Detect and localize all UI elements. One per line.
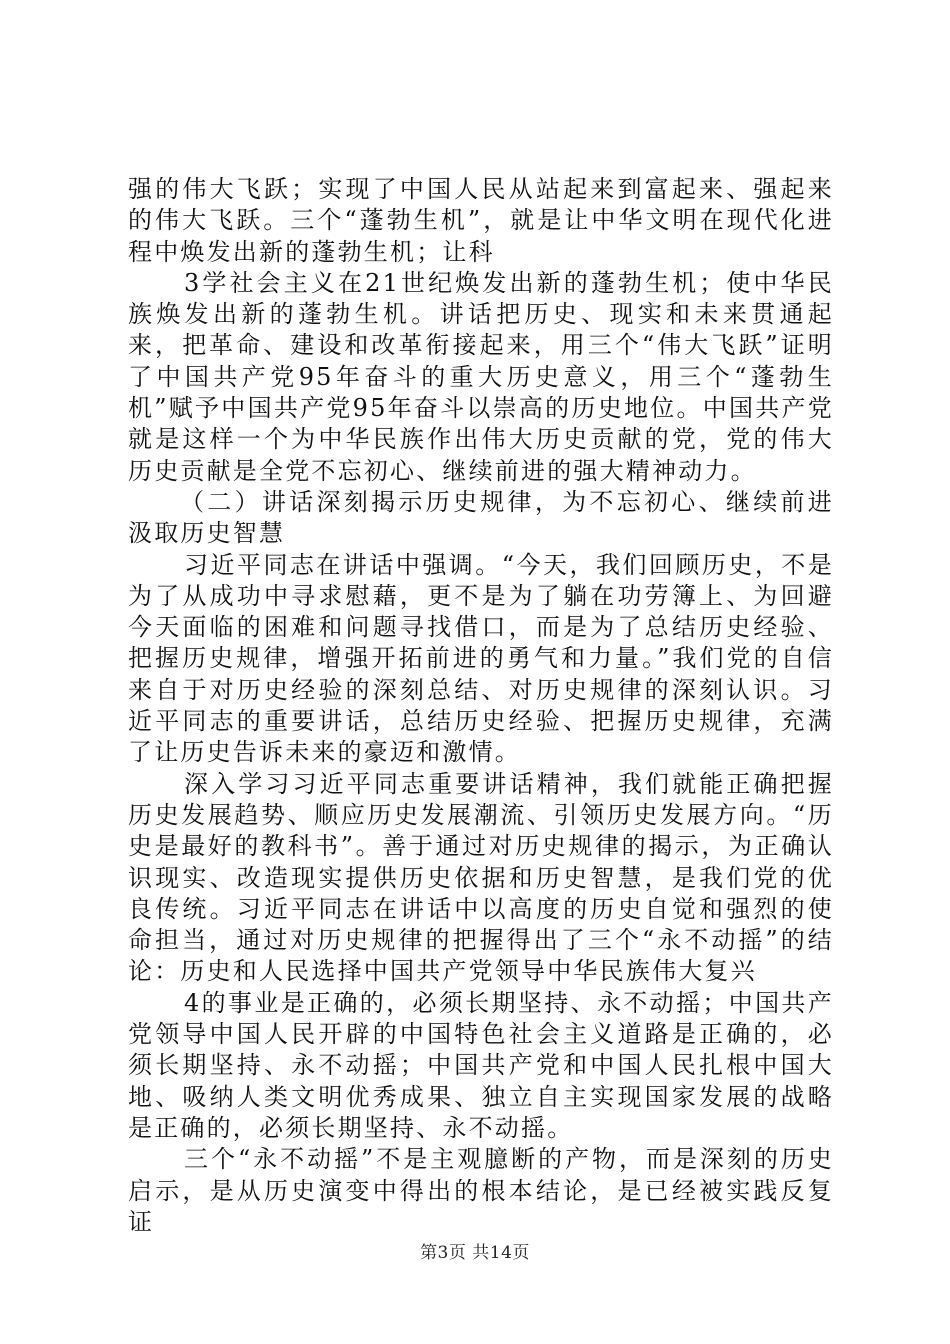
section-heading: （二）讲话深刻揭示历史规律，为不忘初心、继续前进汲取历史智慧 bbox=[128, 487, 834, 548]
page-footer: 第3页 共14页 bbox=[420, 1243, 530, 1263]
paragraph-6: 三个“永不动摇”不是主观臆断的产物，而是深刻的历史启示，是从历史演变中得出的根本结论，是已经被实践反复证 bbox=[128, 1145, 834, 1236]
paragraph-1: 强的伟大飞跃；实现了中国人民从站起来到富起来、强起来的伟大飞跃。三个“蓬勃生机”，就是让中华文明在现代化进程中焕发出新的蓬勃生机；让科 bbox=[128, 175, 834, 266]
paragraph-3: 习近平同志在讲话中强调。“今天，我们回顾历史，不是为了从成功中寻求慰藉，更不是为了躺在功劳簿上、为回避今天面临的困难和问题寻找借口，而是为了总结历史经验、把握历史规律，增强开拓前进的勇气和力量。”我们党的自信来自于对历史经验的深刻总结、对历史规律的深刻认识。习近平同志的重要讲话，总结历史经验、把握历史规律，充满了让历史告诉未来的豪迈和激情。 bbox=[128, 550, 834, 767]
paragraph-5: 4的事业是正确的，必须长期坚持、永不动摇；中国共产党领导中国人民开辟的中国特色社会主义道路是正确的，必须长期坚持、永不动摇；中国共产党和中国人民扎根中国大地、吸纳人类文明优秀成果、独立自主实现国家发展的战略是正确的，必须长期坚持、永不动摇。 bbox=[128, 988, 834, 1142]
document-body bbox=[128, 174, 834, 1238]
paragraph-2: 3学社会主义在21世纪焕发出新的蓬勃生机；使中华民族焕发出新的蓬勃生机。讲话把历史、现实和未来贯通起来，把革命、建设和改革衔接起来，用三个“伟大飞跃”证明了中国共产党95年奋斗的重大历史意义，用三个“蓬勃生机”赋予中国共产党95年奋斗以崇高的历史地位。中国共产党就是这样一个为中华民族作出伟大历史贡献的党，党的伟大历史贡献是全党不忘初心、继续前进的强大精神动力。 bbox=[128, 268, 834, 485]
paragraph-4: 深入学习习近平同志重要讲话精神，我们就能正确把握历史发展趋势、顺应历史发展潮流、引领历史发展方向。“历史是最好的教科书”。善于通过对历史规律的揭示，为正确认识现实、改造现实提供历史依据和历史智慧，是我们党的优良传统。习近平同志在讲话中以高度的历史自觉和强烈的使命担当，通过对历史规律的把握得出了三个“永不动摇”的结论：历史和人民选择中国共产党领导中华民族伟大复兴 bbox=[128, 769, 834, 986]
